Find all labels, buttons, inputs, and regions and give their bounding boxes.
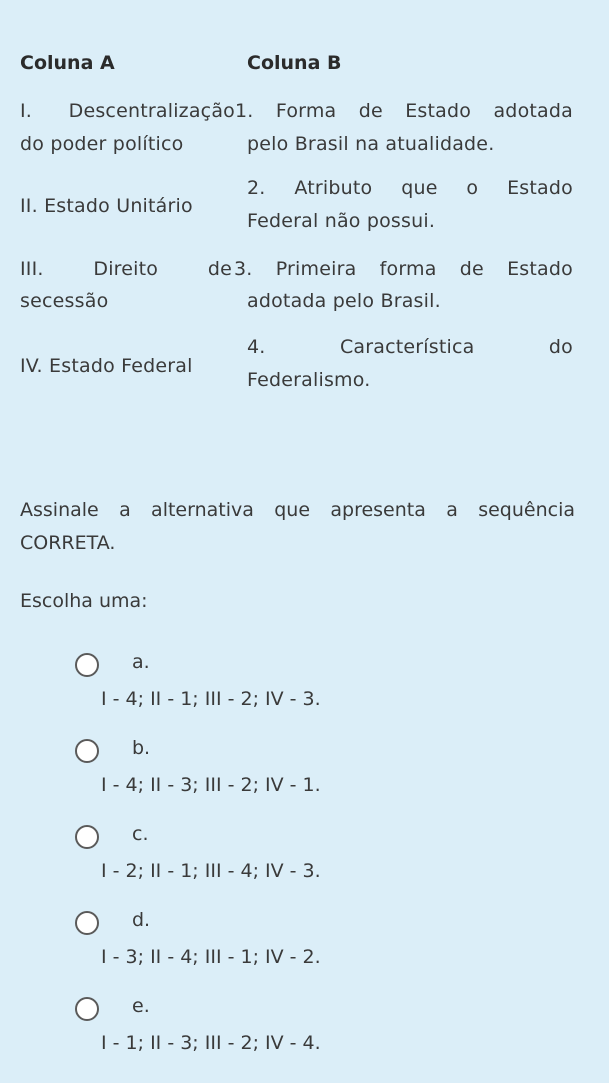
column-a-item-2: II. Estado Unitário bbox=[20, 195, 193, 217]
instruction-text: Assinale a alternativa que apresenta a sequência CORRETA. bbox=[20, 499, 575, 554]
option-d-text: I - 3; II - 4; III - 1; IV - 2. bbox=[101, 946, 321, 968]
column-a-item-1-line1: I. Descentralização bbox=[20, 100, 235, 122]
option-d-letter: d. bbox=[132, 909, 151, 931]
option-c[interactable] bbox=[75, 823, 475, 893]
column-b-item-2-line2: Federal não possui. bbox=[247, 210, 436, 232]
column-b-item-1-line2: pelo Brasil na atualidade. bbox=[247, 133, 495, 155]
option-a-letter: a. bbox=[132, 651, 150, 673]
column-b-item-2-line1: 2. Atributo que o Estado bbox=[247, 177, 573, 199]
option-c-text: I - 2; II - 1; III - 4; IV - 3. bbox=[101, 860, 321, 882]
column-a-item-4: IV. Estado Federal bbox=[20, 355, 193, 377]
column-a-header: Coluna A bbox=[20, 52, 115, 74]
option-e-text: I - 1; II - 3; III - 2; IV - 4. bbox=[101, 1032, 321, 1054]
column-b-item-4-line1: 4. Característica do bbox=[247, 336, 573, 358]
column-b-item-3-line2: adotada pelo Brasil. bbox=[247, 290, 441, 312]
column-b-item-4-line2: Federalismo. bbox=[247, 369, 371, 391]
option-a[interactable] bbox=[75, 651, 475, 721]
choose-label: Escolha uma: bbox=[20, 590, 148, 612]
column-a-item-3-line2: secessão bbox=[20, 290, 109, 312]
column-a-item-3-line1: III. Direito de bbox=[20, 258, 232, 280]
option-e[interactable] bbox=[75, 995, 475, 1065]
option-a-text: I - 4; II - 1; III - 2; IV - 3. bbox=[101, 688, 321, 710]
option-c-letter: c. bbox=[132, 823, 149, 845]
column-a-item-1-line2: do poder político bbox=[20, 133, 184, 155]
radio-d[interactable] bbox=[75, 911, 99, 935]
option-b-letter: b. bbox=[132, 737, 151, 759]
column-b-item-1-line1: 1. Forma de Estado adotada bbox=[235, 100, 573, 122]
option-b[interactable] bbox=[75, 737, 475, 807]
radio-c[interactable] bbox=[75, 825, 99, 849]
radio-a[interactable] bbox=[75, 653, 99, 677]
option-b-text: I - 4; II - 3; III - 2; IV - 1. bbox=[101, 774, 321, 796]
column-b-header: Coluna B bbox=[247, 52, 342, 74]
radio-e[interactable] bbox=[75, 997, 99, 1021]
column-b-item-3-line1: 3. Primeira forma de Estado bbox=[234, 258, 573, 280]
radio-b[interactable] bbox=[75, 739, 99, 763]
option-d[interactable] bbox=[75, 909, 475, 979]
option-e-letter: e. bbox=[132, 995, 150, 1017]
